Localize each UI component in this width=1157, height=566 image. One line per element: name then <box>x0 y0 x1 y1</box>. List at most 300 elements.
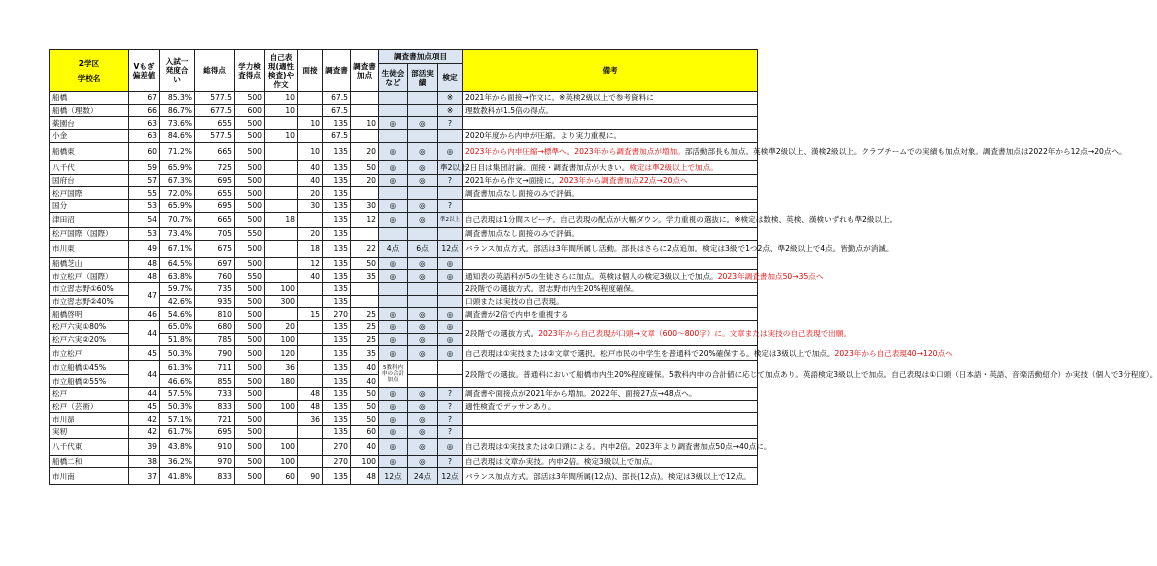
total-value: 655 <box>195 117 235 130</box>
table-row <box>50 361 758 375</box>
bukatsu-value: ◎ <box>408 270 438 283</box>
gakuryoku-value: 550 <box>235 227 265 240</box>
remarks-text: 2段階での選抜方式。 <box>465 328 539 338</box>
chosa-value: 135 <box>323 346 351 361</box>
total-value: 855 <box>195 375 235 388</box>
bukatsu-value <box>408 282 438 295</box>
remarks-text: バランス加点方式。部活は3年間所属し活動。部長はさらに2点追加。検定は3級で1つ2点、準2級以上で4点。皆勤点が消滅。 <box>465 244 894 253</box>
table-body <box>50 92 1157 485</box>
header-bikou: 備考 <box>463 50 758 92</box>
kasan-value: 20 <box>351 174 379 187</box>
kasan-value <box>351 104 379 117</box>
school-name: 八千代東 <box>50 438 129 455</box>
ichiho-value: 57.5% <box>160 388 195 401</box>
ichiho-value: 50.3% <box>160 346 195 361</box>
total-value: 675 <box>195 240 235 257</box>
header-chosa-kasan: 調査書加点 <box>351 50 379 92</box>
gakuryoku-value: 550 <box>235 270 265 283</box>
kasan-value: 40 <box>351 375 379 388</box>
jiko-value: 100 <box>265 333 298 346</box>
chosa-value: 135 <box>323 413 351 426</box>
vmogi-value: 46 <box>129 308 160 321</box>
kentei-value <box>438 282 463 295</box>
remarks-text: 調査書加点なし面接のみで評価。 <box>465 229 579 239</box>
school-name: 松戸 <box>50 388 129 401</box>
remarks-cell <box>463 104 758 117</box>
school-name: 船橋 <box>50 92 129 105</box>
header-gakuryoku: 学力検査得点 <box>235 50 265 92</box>
kentei-value: ◎ <box>438 320 463 333</box>
kasan-value: 50 <box>351 160 379 174</box>
chosa-value: 135 <box>323 117 351 130</box>
seito-value: ◎ <box>379 426 408 439</box>
ichiho-value: 85.3% <box>160 92 195 105</box>
gakuryoku-value: 500 <box>235 426 265 439</box>
bukatsu-value: ◎ <box>408 174 438 187</box>
ichiho-value: 71.2% <box>160 142 195 160</box>
remarks-text: 2段階での選抜方式。習志野市内生20%程度確保。 <box>465 284 639 294</box>
kentei-value <box>438 227 463 240</box>
header-vmogi: Vもぎ偏差値 <box>129 50 160 92</box>
kasan-value <box>351 227 379 240</box>
seito-value: ◎ <box>379 142 408 160</box>
gakuryoku-value: 500 <box>235 92 265 105</box>
chosa-value: 135 <box>323 270 351 283</box>
mensetsu-value: 30 <box>298 200 323 213</box>
gakuryoku-value: 500 <box>235 130 265 143</box>
chosa-value: 135 <box>323 295 351 308</box>
gakuryoku-value: 500 <box>235 320 265 333</box>
seito-value <box>379 282 408 295</box>
jiko-value <box>265 257 298 270</box>
chosa-value: 135 <box>323 160 351 174</box>
bukatsu-value: ◎ <box>408 308 438 321</box>
remarks-text: 自己表現は文章か実技。内申2倍。検定3級以上で加点。 <box>465 457 657 467</box>
table-row <box>50 240 758 257</box>
vmogi-value: 66 <box>129 104 160 117</box>
jiko-value: 20 <box>265 320 298 333</box>
mensetsu-value: 15 <box>298 308 323 321</box>
jiko-value: 180 <box>265 375 298 388</box>
mensetsu-value <box>298 295 323 308</box>
gakuryoku-value: 500 <box>235 388 265 401</box>
school-name: 松戸六実①80% <box>50 320 129 333</box>
chosa-value: 67.5 <box>323 130 351 143</box>
kentei-value: ? <box>438 200 463 213</box>
school-name: 市立船橋②55% <box>50 375 129 388</box>
kentei-value: ? <box>438 426 463 439</box>
jiko-value <box>265 308 298 321</box>
admission-table <box>49 49 1157 485</box>
kasan-value: 25 <box>351 320 379 333</box>
kasan-value <box>351 130 379 143</box>
vmogi-value: 60 <box>129 142 160 160</box>
chosa-value: 135 <box>323 257 351 270</box>
bukatsu-value: ◎ <box>408 320 438 333</box>
seito-value: ◎ <box>379 212 408 227</box>
vmogi-value: 45 <box>129 346 160 361</box>
kentei-value: ※ <box>438 104 463 117</box>
school-name: 市立松戸 <box>50 346 129 361</box>
total-value: 733 <box>195 388 235 401</box>
total-value: 665 <box>195 142 235 160</box>
vmogi-value: 37 <box>129 468 160 485</box>
school-name: 市立船橋①45% <box>50 361 129 375</box>
seito-value: ◎ <box>379 117 408 130</box>
table-row <box>50 346 758 361</box>
school-name: 実籾 <box>50 426 129 439</box>
vmogi-value: 44 <box>129 320 160 345</box>
gakuryoku-value: 500 <box>235 200 265 213</box>
kasan-value: 40 <box>351 361 379 375</box>
jiko-value <box>265 388 298 401</box>
school-name: 船橋啓明 <box>50 308 129 321</box>
remarks-cell <box>463 130 758 143</box>
school-name: 松戸六実②20% <box>50 333 129 346</box>
remarks-highlight: 2023年から自己表現40→120点へ <box>834 348 953 358</box>
chosa-value: 135 <box>323 375 351 388</box>
header-school <box>50 50 129 92</box>
remarks-cell <box>463 426 758 439</box>
chosa-value: 135 <box>323 468 351 485</box>
bukatsu-value: ◎ <box>408 142 438 160</box>
remarks-cell <box>463 413 758 426</box>
bukatsu-value: ◎ <box>408 117 438 130</box>
ichiho-value: 67.3% <box>160 174 195 187</box>
total-value: 697 <box>195 257 235 270</box>
remarks-cell <box>463 468 758 485</box>
total-value: 695 <box>195 200 235 213</box>
ichiho-value: 65.9% <box>160 200 195 213</box>
bukatsu-value <box>408 187 438 200</box>
remarks-cell <box>463 270 824 283</box>
jiko-value <box>265 187 298 200</box>
bukatsu-value: ◎ <box>408 438 438 455</box>
kasan-value: 30 <box>351 200 379 213</box>
seito-value: ◎ <box>379 200 408 213</box>
header-ichiho: 入試一発度合い <box>160 50 195 92</box>
kentei-value: ◎ <box>438 346 463 361</box>
ichiho-value: 64.5% <box>160 257 195 270</box>
vmogi-value: 53 <box>129 200 160 213</box>
chosa-value: 135 <box>323 282 351 295</box>
header-school-line2: 学校名 <box>77 73 101 83</box>
total-value: 935 <box>195 295 235 308</box>
kasan-value <box>351 295 379 308</box>
remarks-highlight: 2023年から自己表現が口頭→文章（600～800字）に。文章または実技の自己表現で出願。 <box>538 328 852 338</box>
school-name: 国府台 <box>50 174 129 187</box>
vmogi-value: 48 <box>129 270 160 283</box>
jiko-value: 18 <box>265 212 298 227</box>
seito-value <box>379 104 408 117</box>
ichiho-value: 65.0% <box>160 320 195 333</box>
chosa-value: 270 <box>323 455 351 468</box>
total-value: 735 <box>195 282 235 295</box>
header-chosasho: 調査書 <box>323 50 351 92</box>
bukatsu-value: ◎ <box>408 455 438 468</box>
remarks-text: 適性検査でデッサンあり。 <box>465 402 556 412</box>
mensetsu-value: 40 <box>298 174 323 187</box>
jiko-value: 100 <box>265 282 298 295</box>
remarks-cell <box>463 160 758 174</box>
remarks-text: 理数教科が1.5倍の得点。 <box>465 106 554 116</box>
seito-value: 4点 <box>379 240 408 257</box>
header-school-line1: 2学区 <box>78 58 100 68</box>
chosa-value: 135 <box>323 142 351 160</box>
jiko-value <box>265 142 298 160</box>
jiko-value: 300 <box>265 295 298 308</box>
mensetsu-value: 20 <box>298 187 323 200</box>
mensetsu-value: 48 <box>298 388 323 401</box>
chosa-value: 135 <box>323 240 351 257</box>
total-value: 695 <box>195 426 235 439</box>
bukatsu-value: ◎ <box>408 200 438 213</box>
gakuryoku-value: 500 <box>235 295 265 308</box>
remarks-text: 自己表現は①実技または②文章で選択。松戸市民の中学生を普通科で20%確保する。検定は3級以上で加点。 <box>465 348 835 358</box>
vmogi-value: 38 <box>129 455 160 468</box>
table-row <box>50 92 758 105</box>
ichiho-value: 73.6% <box>160 117 195 130</box>
mensetsu-value: 36 <box>298 413 323 426</box>
mensetsu-value: 90 <box>298 468 323 485</box>
remarks-cell <box>463 400 758 413</box>
table-row <box>50 212 758 227</box>
header-kentei: 検定 <box>438 64 463 92</box>
ichiho-value: 57.1% <box>160 413 195 426</box>
jiko-value <box>265 227 298 240</box>
kentei-value: 準2以上 <box>438 212 463 227</box>
remarks-text: 口頭または実技の自己表現。 <box>465 296 564 306</box>
seito-value: ◎ <box>379 346 408 361</box>
school-name: 船橋東 <box>50 142 129 160</box>
jiko-value: 60 <box>265 468 298 485</box>
header-kasan-group: 調査書加点項目 <box>379 50 463 64</box>
kentei-value: ? <box>438 455 463 468</box>
ichiho-value: 54.6% <box>160 308 195 321</box>
gakuryoku-value: 500 <box>235 361 265 375</box>
bukatsu-value: ◎ <box>408 413 438 426</box>
total-value: 655 <box>195 187 235 200</box>
ichiho-value: 42.6% <box>160 295 195 308</box>
total-value: 680 <box>195 320 235 333</box>
header-bukatsu: 部活実績 <box>408 64 438 92</box>
remarks-cell <box>463 308 758 321</box>
jiko-value: 100 <box>265 438 298 455</box>
ichiho-value: 72.0% <box>160 187 195 200</box>
table-row <box>50 257 758 270</box>
chosa-value: 135 <box>323 388 351 401</box>
vmogi-value: 42 <box>129 413 160 426</box>
bukatsu-value <box>408 130 438 143</box>
school-name: 国分 <box>50 200 129 213</box>
ichiho-value: 41.8% <box>160 468 195 485</box>
chosa-value: 270 <box>323 308 351 321</box>
kentei-value: ? <box>438 117 463 130</box>
kentei-value: ◎ <box>438 333 463 346</box>
gakuryoku-value: 500 <box>235 160 265 174</box>
kentei-value: ? <box>438 400 463 413</box>
remarks-cell <box>463 92 758 105</box>
remarks-highlight: 検定は準2級以上で加点。 <box>629 162 718 172</box>
kasan-value <box>351 92 379 105</box>
vmogi-value: 49 <box>129 240 160 257</box>
kasan-value: 35 <box>351 270 379 283</box>
gakuryoku-value: 500 <box>235 187 265 200</box>
seito-value: ◎ <box>379 270 408 283</box>
jiko-value: 100 <box>265 400 298 413</box>
remarks-cell <box>463 320 852 345</box>
seito-value: ◎ <box>379 257 408 270</box>
mensetsu-value <box>298 130 323 143</box>
total-value: 833 <box>195 400 235 413</box>
jiko-value: 10 <box>265 104 298 117</box>
ichiho-value: 36.2% <box>160 455 195 468</box>
total-value: 711 <box>195 361 235 375</box>
kasan-value <box>351 282 379 295</box>
gakuryoku-value: 500 <box>235 212 265 227</box>
school-name: 松戸国際（国際） <box>50 227 129 240</box>
remarks-text: 部活動部長も加点。英検準2級以上、漢検2級以上。クラブチームでの実績も加点対象。調査書加点は2022年から12点→20点へ。 <box>684 146 1127 156</box>
seito-value <box>379 227 408 240</box>
gakuryoku-value: 500 <box>235 282 265 295</box>
seito-value <box>379 92 408 105</box>
kentei-value: 12点 <box>438 240 463 257</box>
kasan-value: 35 <box>351 346 379 361</box>
mensetsu-value <box>298 333 323 346</box>
school-name: 市川南 <box>50 468 129 485</box>
jiko-value <box>265 200 298 213</box>
jiko-value: 10 <box>265 130 298 143</box>
table-row <box>50 413 758 426</box>
remarks-text: 自己表現は1分間スピーチ。自己表現の配点が大幅ダウン。学力重視の選抜に。※検定は数検、英検、漢検いずれも準2級以上。 <box>465 215 898 225</box>
ichiho-value: 46.6% <box>160 375 195 388</box>
jiko-value <box>265 413 298 426</box>
vmogi-value: 42 <box>129 426 160 439</box>
ichiho-value: 73.4% <box>160 227 195 240</box>
remarks-cell <box>463 212 898 227</box>
ichiho-value: 59.7% <box>160 282 195 295</box>
kasan-value: 10 <box>351 117 379 130</box>
chosa-value: 135 <box>323 333 351 346</box>
gakuryoku-value: 500 <box>235 257 265 270</box>
table-row <box>50 388 758 401</box>
mensetsu-value <box>298 92 323 105</box>
vmogi-value: 48 <box>129 257 160 270</box>
table-row <box>50 438 758 455</box>
table-row <box>50 104 758 117</box>
mensetsu-value <box>298 426 323 439</box>
chosa-value: 135 <box>323 187 351 200</box>
mensetsu-value: 48 <box>298 400 323 413</box>
chosa-value: 67.5 <box>323 92 351 105</box>
gakuryoku-value: 500 <box>235 240 265 257</box>
mensetsu-value <box>298 346 323 361</box>
chosa-value: 135 <box>323 400 351 413</box>
mensetsu-value <box>298 455 323 468</box>
header-mensetsu: 面接 <box>298 50 323 92</box>
seito-value <box>379 187 408 200</box>
ichiho-value: 86.7% <box>160 104 195 117</box>
remarks-text: 調査書加点なし面接のみで評価。 <box>465 188 579 198</box>
remarks-highlight: 2023年調査書加点50→35点へ <box>717 271 824 281</box>
mensetsu-value: 20 <box>298 227 323 240</box>
kentei-value <box>438 361 463 375</box>
total-value: 810 <box>195 308 235 321</box>
table-row <box>50 320 758 333</box>
table-row <box>50 174 758 187</box>
remarks-cell <box>463 282 758 295</box>
kasan-value: 20 <box>351 142 379 160</box>
table-row <box>50 270 758 283</box>
ichiho-value: 43.8% <box>160 438 195 455</box>
ichiho-value: 65.9% <box>160 160 195 174</box>
gakuryoku-value: 500 <box>235 117 265 130</box>
remarks-cell <box>463 455 758 468</box>
school-name: 松戸国際 <box>50 187 129 200</box>
jiko-value <box>265 174 298 187</box>
kasan-value: 25 <box>351 308 379 321</box>
jiko-value: 10 <box>265 92 298 105</box>
kasan-value: 100 <box>351 455 379 468</box>
remarks-cell <box>463 200 758 213</box>
seito-value: ◎ <box>379 320 408 333</box>
total-value: 790 <box>195 346 235 361</box>
remarks-text: 2020年度から内申が圧縮。より実力重視に。 <box>465 131 622 141</box>
seito-value: ◎ <box>379 308 408 321</box>
table-row <box>50 130 758 143</box>
remarks-text: 2段階での選抜。普通科において船橋市内生20%程度確保。5教科内申の合計値に応じて加点あり。英語検定3級以上で加点。自己表現は①口頭（日本語・英語、音楽活動紹介）か実技（個人で3分程度）。 <box>465 369 1157 379</box>
remarks-text: 2日目は集団討論。面接・調査書加点が大きい。 <box>465 162 630 172</box>
mensetsu-value <box>298 212 323 227</box>
remarks-cell <box>463 187 758 200</box>
table-row <box>50 455 758 468</box>
table-row <box>50 227 758 240</box>
school-name: 市立松戸（国際） <box>50 270 129 283</box>
jiko-value: 36 <box>265 361 298 375</box>
table-row <box>50 400 758 413</box>
kentei-value: ◎ <box>438 438 463 455</box>
kentei-value: ◎ <box>438 270 463 283</box>
mensetsu-value <box>298 438 323 455</box>
kasan-value: 60 <box>351 426 379 439</box>
seito-value: ◎ <box>379 413 408 426</box>
seito-value: ◎ <box>379 160 408 174</box>
kentei-value: 準2以上 <box>438 160 463 174</box>
chosa-value: 135 <box>323 200 351 213</box>
chosa-value: 135 <box>323 320 351 333</box>
mensetsu-value <box>298 361 323 375</box>
vmogi-value: 53 <box>129 227 160 240</box>
remarks-cell <box>463 438 772 455</box>
remarks-cell <box>463 346 953 361</box>
school-name: 松戸（芸術） <box>50 400 129 413</box>
remarks-text: 調査書や面接点が2021年から増加。2022年、面接27点→48点へ。 <box>465 389 697 399</box>
seito-value: 5教科内申の合計加点 <box>379 361 408 388</box>
vmogi-value: 45 <box>129 400 160 413</box>
bukatsu-value <box>408 295 438 308</box>
remarks-text: 通知表の英語科が5の生徒さらに加点。英検は個人の検定3級以上で加点。 <box>465 271 718 281</box>
total-value: 665 <box>195 212 235 227</box>
total-value: 577.5 <box>195 130 235 143</box>
ichiho-value: 51.8% <box>160 333 195 346</box>
seito-value <box>379 130 408 143</box>
mensetsu-value: 40 <box>298 270 323 283</box>
jiko-value <box>265 270 298 283</box>
school-name: 船橋（理数） <box>50 104 129 117</box>
kentei-value: ◎ <box>438 142 463 160</box>
remarks-cell <box>463 174 758 187</box>
table-row <box>50 142 758 160</box>
